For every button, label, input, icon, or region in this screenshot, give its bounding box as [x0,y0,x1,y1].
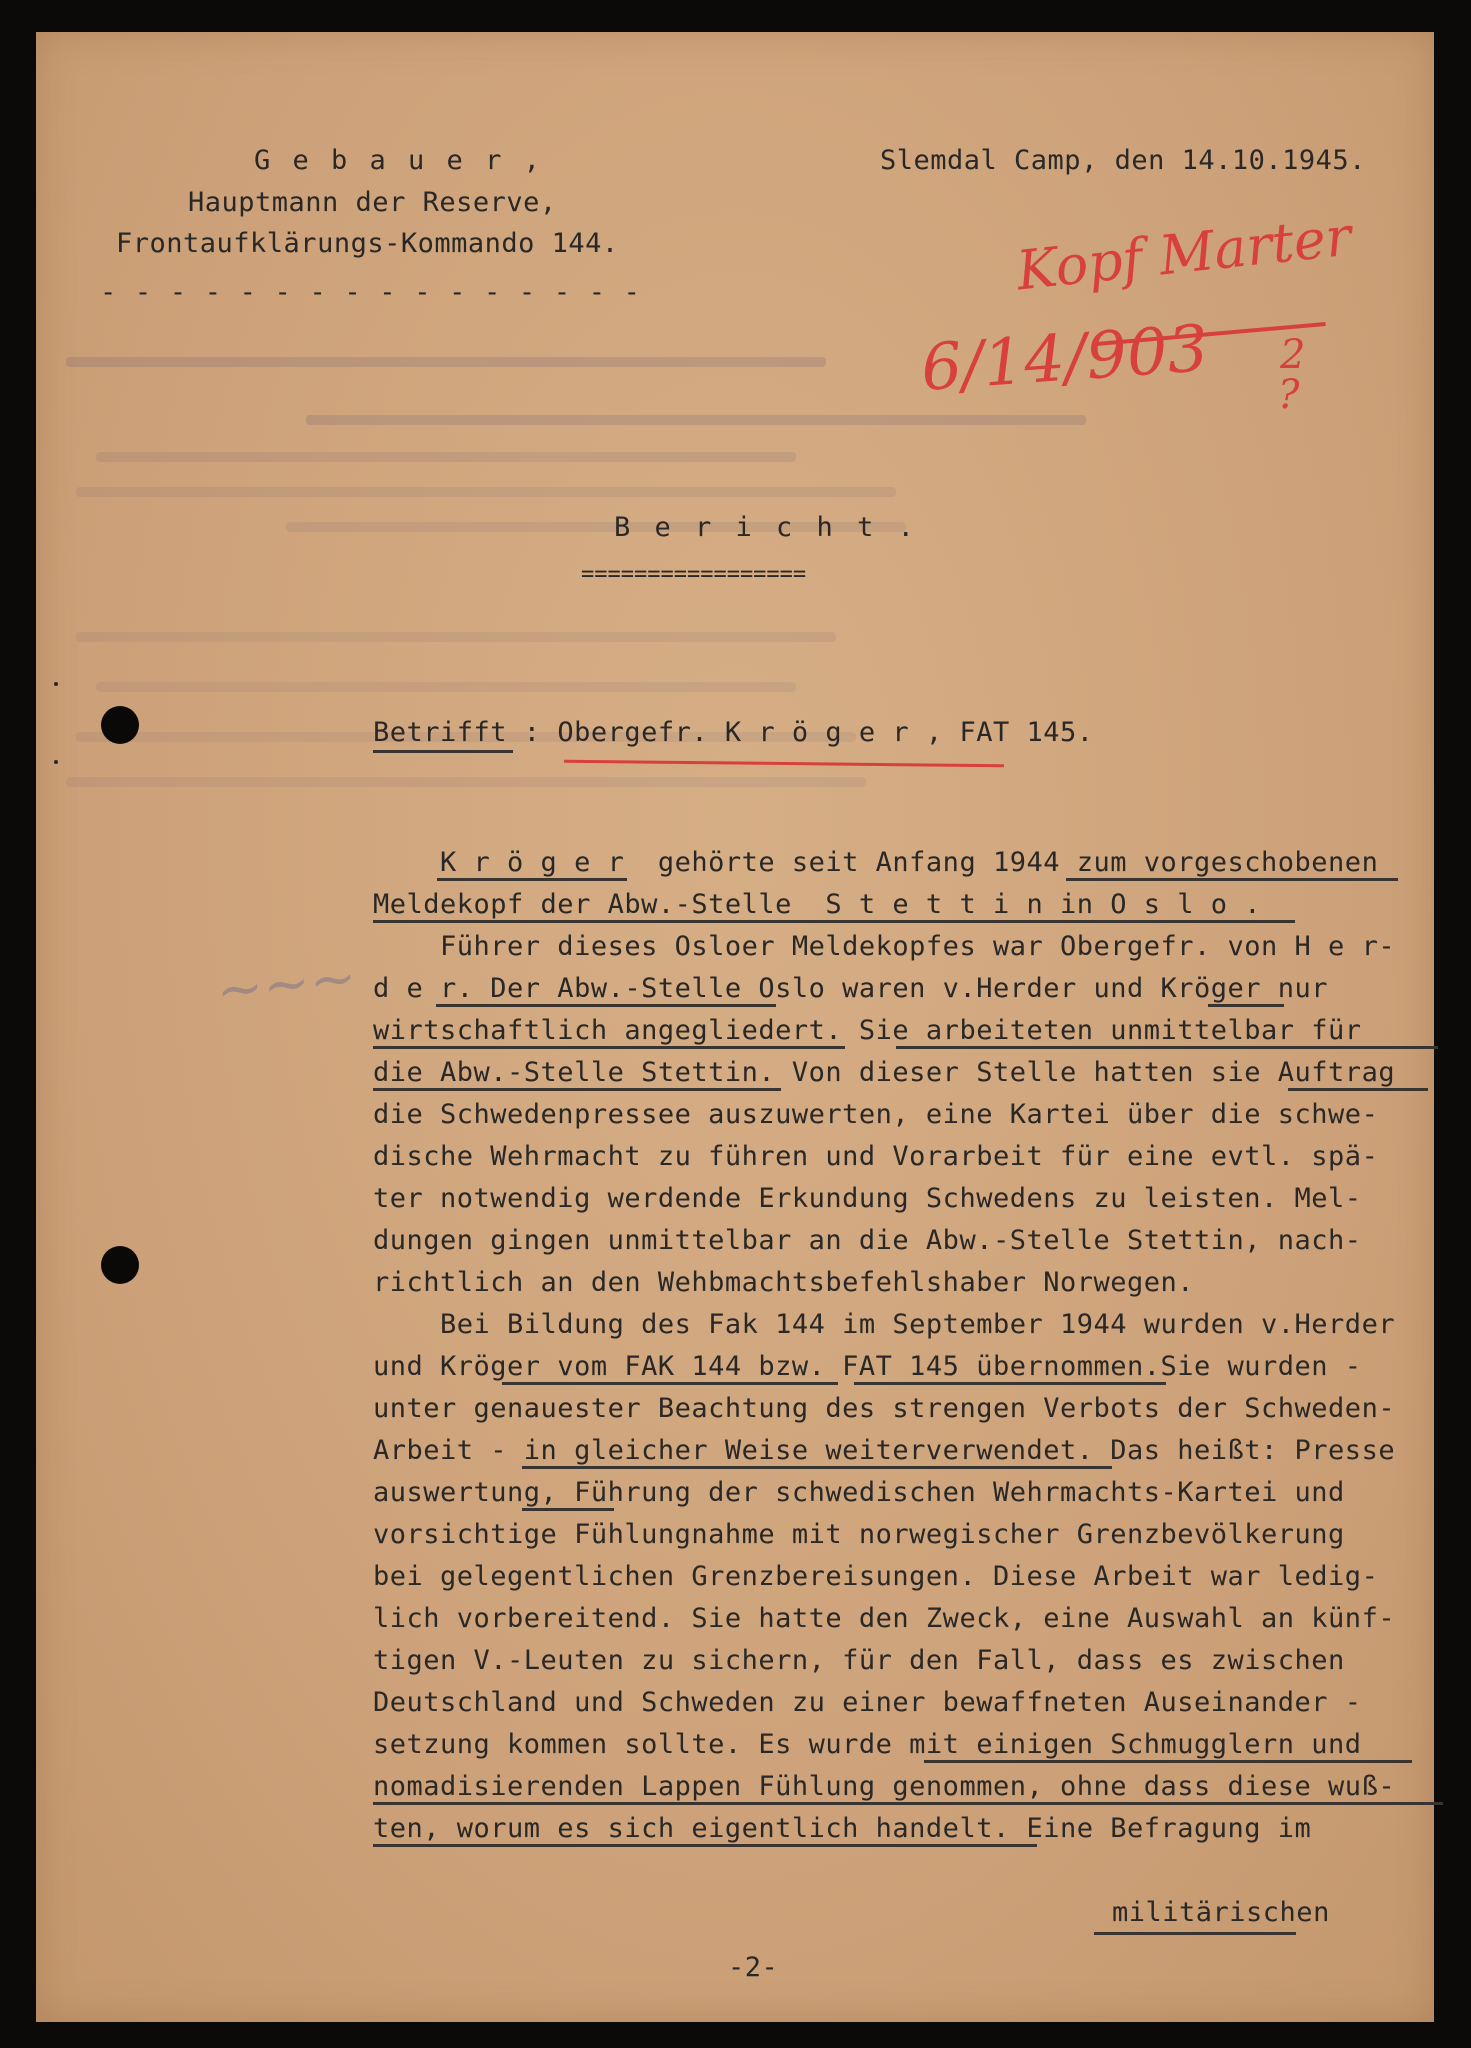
margin-mark [54,682,58,686]
underline [502,1382,838,1385]
red-underline [564,760,1004,768]
author-rank: Hauptmann der Reserve, [188,187,557,218]
underline [436,1004,776,1007]
underline [1066,878,1398,881]
underline [373,1088,781,1091]
punch-hole [101,706,139,744]
body-line-15: Arbeit - in gleicher Weise weiterverwendet. Das heißt: Presse [373,1435,1396,1466]
underline [522,1508,614,1511]
underline [437,878,627,881]
body-line-12: Bei Bildung des Fak 144 im September 1944 wurden v.Herder [373,1309,1396,1340]
header-dashes: - - - - - - - - - - - - - - - - [100,277,642,308]
catchword-underline [1094,1932,1296,1935]
body-line-16: auswertung, Führung der schwedischen Wehrmachts-Kartei und [373,1477,1345,1508]
underline [373,1844,1037,1847]
body-line-24: ten, worum es sich eigentlich handelt. Eine Befragung im [373,1813,1312,1844]
underline [373,920,1295,923]
underline [1288,1088,1428,1091]
punch-hole [101,1246,139,1284]
body-line-7: die Schwedenpressee auszuwerten, eine Kartei über die schwe- [373,1099,1379,1130]
body-line-14: unter genauester Beachtung des strengen Verbots der Schweden- [373,1393,1396,1424]
handwritten-note: Kopf Marter [1013,204,1355,303]
title-underline: ================= [581,562,807,587]
body-line-3: Führer dieses Osloer Meldekopfes war Obergefr. von H e r- [373,931,1396,962]
subject-line [373,717,1094,748]
subject-text: : Obergefr. K r ö g e r , FAT 145. [507,717,1094,748]
body-line-1: K r ö g e r gehörte seit Anfang 1944 zum vorgeschobenen [373,847,1379,878]
handwritten-file-number: 6/14/903 [918,312,1211,406]
body-line-8: dische Wehrmacht zu führen und Vorarbeit für eine evtl. spä- [373,1141,1379,1172]
underline [854,1382,1166,1385]
body-line-19: lich vorbereitend. Sie hatte den Zweck, eine Auswahl an künf- [373,1603,1396,1634]
body-line-9: ter notwendig werdende Erkundung Schwedens zu leisten. Mel- [373,1183,1362,1214]
body-line-23: nomadisierenden Lappen Fühlung genommen, ohne dass diese wuß- [373,1771,1396,1802]
handwritten-mark: 2 [1280,332,1306,378]
underline [1208,1004,1284,1007]
author-name: G e b a u e r , [254,145,543,176]
body-line-4: d e r. Der Abw.-Stelle Oslo waren v.Herder und Kröger nur [373,973,1329,1004]
bleed-through-mark [306,415,1086,425]
bleed-through-mark [66,777,866,787]
margin-mark [54,760,58,764]
document-page [36,32,1434,2022]
body-line-6: die Abw.-Stelle Stettin. Von dieser Stelle hatten sie Auftrag [373,1057,1396,1088]
author-unit: Frontaufklärungs-Kommando 144. [116,228,619,259]
pencil-scribble: ~~~ [212,944,360,1025]
body-line-5: wirtschaftlich angegliedert. Sie arbeiteten unmittelbar für [373,1015,1362,1046]
body-line-18: bei gelegentlichen Grenzbereisungen. Diese Arbeit war ledig- [373,1561,1379,1592]
underline [522,1466,1112,1469]
place-and-date: Slemdal Camp, den 14.10.1945. [880,145,1366,176]
body-line-11: richtlich an den Wehbmachtsbefehlshaber Norwegen. [373,1267,1195,1298]
report-title: B e r i c h t . [614,512,918,543]
catchword: militärischen [1112,1897,1330,1928]
bleed-through-mark [66,357,826,367]
page-number: -2- [728,1952,779,1983]
body-line-20: tigen V.-Leuten zu sichern, für den Fall, dass es zwischen [373,1645,1345,1676]
body-line-17: vorsichtige Fühlungnahme mit norwegischer Grenzbevölkerung [373,1519,1345,1550]
bleed-through-mark [76,487,896,497]
subject-label: Betrifft [373,717,508,748]
bleed-through-mark [96,452,796,462]
handwritten-question-mark: ? [1278,372,1300,418]
underline [373,1046,845,1049]
underline [896,1046,1438,1049]
body-line-13: und Kröger vom FAK 144 bzw. FAT 145 übernommen.Sie wurden - [373,1351,1362,1382]
underline [924,1760,1412,1763]
body-line-21: Deutschland und Schweden zu einer bewaffneten Auseinander - [373,1687,1362,1718]
body-line-22: setzung kommen sollte. Es wurde mit einigen Schmugglern und [373,1729,1362,1760]
subject-underline [373,750,513,753]
bleed-through-mark [76,632,836,642]
underline [373,1802,1443,1805]
bleed-through-mark [96,682,796,692]
body-line-10: dungen gingen unmittelbar an die Abw.-Stelle Stettin, nach- [373,1225,1362,1256]
body-line-2: Meldekopf der Abw.-Stelle S t e t t i n in O s l o . [373,889,1262,920]
